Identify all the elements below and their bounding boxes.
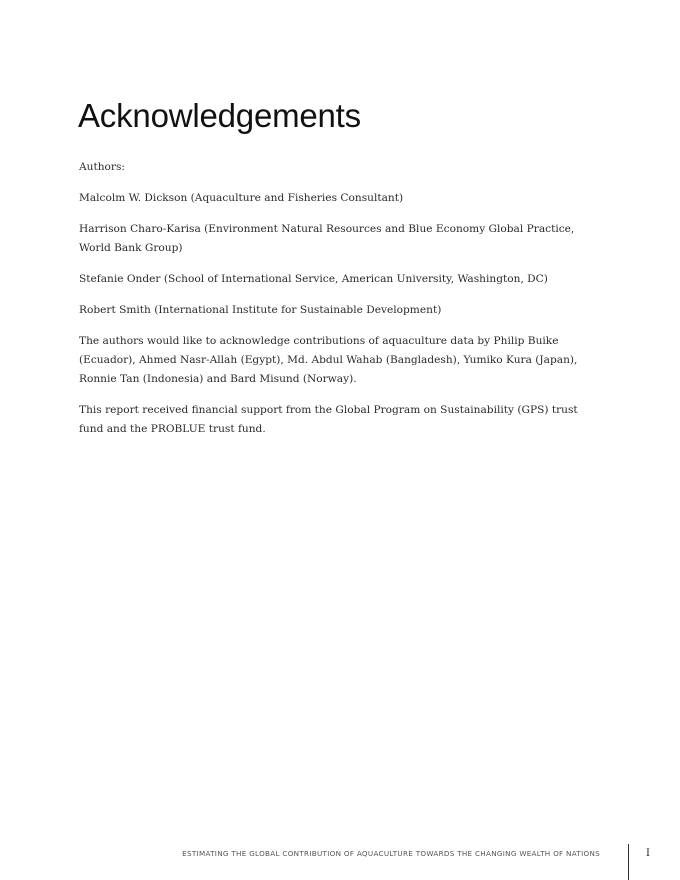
author-entry: Robert Smith (International Institute for Sustainable Development) [79,304,442,316]
page-number: I [646,848,650,859]
authors-label: Authors: [79,161,126,173]
footer-divider [628,844,629,880]
author-entry: Malcolm W. Dickson (Aquaculture and Fisheries Consultant) [79,192,404,204]
acknowledgements-body [79,158,579,451]
funding-paragraph: This report received financial support from the Global Program on Sustainability (GPS) trust fund and the PROBLUE trust fund. [79,404,578,435]
author-entry: Harrison Charo-Karisa (Environment Natural Resources and Blue Economy Global Practice, World Bank Group) [79,223,575,254]
author-entry: Stefanie Onder (School of International Service, American University, Washington, DC) [79,273,548,285]
footer-running-title: ESTIMATING THE GLOBAL CONTRIBUTION OF AQUACULTURE TOWARDS THE CHANGING WEALTH OF NATIONS [182,849,600,858]
contributions-paragraph: The authors would like to acknowledge contributions of aquaculture data by Philip Buike (Ecuador), Ahmed Nasr-Allah (Egypt), Md. Abdul Wahab (Bangladesh), Yumiko Kura (Japan), Ronnie Tan (Indonesia) and Bard Misund (Norway). [79,335,578,385]
page-title: Acknowledgements [78,97,361,134]
